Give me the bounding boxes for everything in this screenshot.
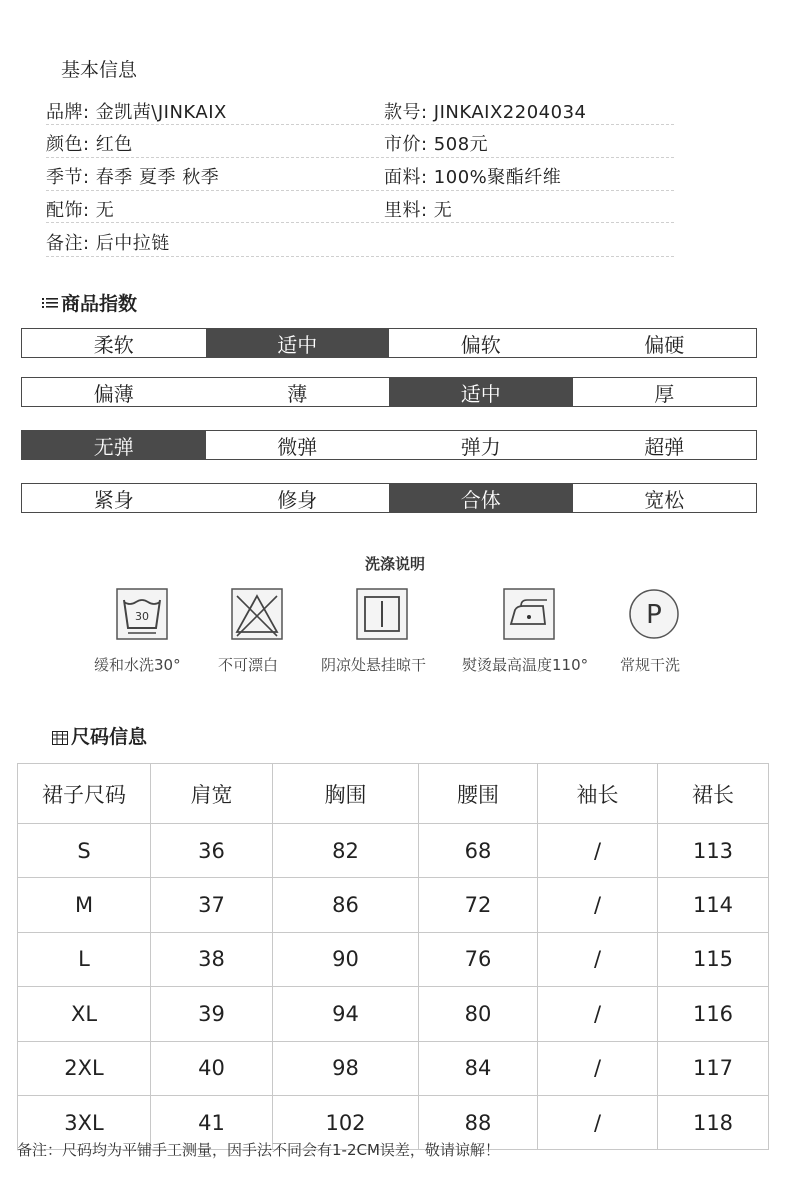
size-cell: 114 <box>658 878 769 932</box>
size-table <box>17 763 769 1150</box>
info-color: 颜色: 红色 <box>46 134 133 155</box>
wash-label-30: 缓和水洗30° <box>94 656 181 674</box>
index-cell: 偏薄 <box>93 381 134 406</box>
size-cell: 102 <box>273 1095 419 1149</box>
wash-30-icon <box>116 588 168 640</box>
index-cell: 偏软 <box>460 332 501 357</box>
size-cell: 37 <box>151 878 273 932</box>
table-row <box>18 824 769 878</box>
list-icon <box>42 296 58 310</box>
table-row <box>18 987 769 1041</box>
size-cell: 76 <box>419 932 538 986</box>
size-cell: M <box>18 878 151 932</box>
size-cell: 116 <box>658 987 769 1041</box>
size-header-cell: 胸围 <box>273 764 419 824</box>
no-bleach-icon <box>231 588 283 640</box>
divider <box>46 256 674 257</box>
size-cell: S <box>18 824 151 878</box>
size-cell: 68 <box>419 824 538 878</box>
size-cell: 2XL <box>18 1041 151 1095</box>
divider <box>46 157 674 158</box>
table-row <box>18 878 769 932</box>
size-cell: 40 <box>151 1041 273 1095</box>
index-cell: 微弹 <box>277 434 318 459</box>
size-cell: 38 <box>151 932 273 986</box>
index-cell: 宽松 <box>644 487 685 512</box>
size-cell: 115 <box>658 932 769 986</box>
size-cell: 88 <box>419 1095 538 1149</box>
table-icon <box>52 731 68 745</box>
dry-clean-letter: P <box>646 600 662 630</box>
size-cell: 90 <box>273 932 419 986</box>
size-title <box>52 722 147 749</box>
info-lining: 里料: 无 <box>384 200 453 221</box>
index-title-text: 商品指数 <box>61 293 138 315</box>
index-bar-thickness <box>21 377 757 407</box>
index-cell: 紧身 <box>93 487 134 512</box>
size-note: 备注：尺码均为平铺手工测量，因手法不同会有1-2CM误差，敬请谅解！ <box>17 1141 500 1159</box>
size-cell: / <box>538 824 658 878</box>
size-header-cell: 袖长 <box>538 764 658 824</box>
size-cell: / <box>538 1041 658 1095</box>
dry-clean-p-icon <box>628 588 680 640</box>
index-cell: 弹力 <box>460 434 501 459</box>
info-remark: 备注: 后中拉链 <box>46 233 170 254</box>
divider <box>46 190 674 191</box>
index-title <box>42 289 137 316</box>
wash-label-no-bleach: 不可漂白 <box>218 656 279 674</box>
info-brand: 品牌: 金凯茜\JINKAIX <box>46 102 227 123</box>
table-row <box>18 932 769 986</box>
divider <box>46 124 674 125</box>
size-header-cell: 腰围 <box>419 764 538 824</box>
index-cell: 柔软 <box>93 332 134 357</box>
wash-title: 洗涤说明 <box>364 555 425 573</box>
size-cell: / <box>538 987 658 1041</box>
index-cell-selected: 合体 <box>389 484 573 512</box>
size-header-cell: 裙长 <box>658 764 769 824</box>
size-cell: / <box>538 1095 658 1149</box>
size-cell: 94 <box>273 987 419 1041</box>
size-cell: 36 <box>151 824 273 878</box>
size-cell: 72 <box>419 878 538 932</box>
iron-low-icon <box>503 588 555 640</box>
size-header-cell: 裙子尺码 <box>18 764 151 824</box>
size-cell: XL <box>18 987 151 1041</box>
size-cell: 39 <box>151 987 273 1041</box>
index-cell: 厚 <box>654 381 675 406</box>
size-cell: L <box>18 932 151 986</box>
table-row <box>18 1041 769 1095</box>
size-cell: / <box>538 932 658 986</box>
size-title-text: 尺码信息 <box>71 726 148 748</box>
info-accessory: 配饰: 无 <box>46 200 115 221</box>
info-season: 季节: 春季 夏季 秋季 <box>46 167 220 188</box>
wash-label-line-dry: 阴凉处悬挂晾干 <box>321 656 427 674</box>
index-cell: 修身 <box>277 487 318 512</box>
size-cell: / <box>538 878 658 932</box>
index-bar-fit <box>21 483 757 513</box>
size-cell: 86 <box>273 878 419 932</box>
size-table-header <box>18 764 769 824</box>
divider <box>46 222 674 223</box>
size-header-cell: 肩宽 <box>151 764 273 824</box>
size-cell: 80 <box>419 987 538 1041</box>
size-cell: 118 <box>658 1095 769 1149</box>
index-cell: 偏硬 <box>644 332 685 357</box>
size-cell: 117 <box>658 1041 769 1095</box>
index-cell: 薄 <box>287 381 308 406</box>
index-bar-elasticity <box>21 430 757 460</box>
size-cell: 84 <box>419 1041 538 1095</box>
index-cell-selected: 适中 <box>206 329 390 357</box>
line-dry-shade-icon <box>356 588 408 640</box>
info-fabric: 面料: 100%聚酯纤维 <box>384 167 562 188</box>
wash-label-iron: 熨烫最高温度110° <box>462 656 589 674</box>
index-cell-selected: 无弹 <box>22 431 206 459</box>
size-cell: 113 <box>658 824 769 878</box>
index-bar-softness <box>21 328 757 358</box>
size-cell: 3XL <box>18 1095 151 1149</box>
index-cell: 超弹 <box>644 434 685 459</box>
index-cell-selected: 适中 <box>389 378 573 406</box>
wash-label-dry-clean: 常规干洗 <box>620 656 681 674</box>
size-cell: 41 <box>151 1095 273 1149</box>
info-price: 市价: 508元 <box>384 134 489 155</box>
info-style-no: 款号: JINKAIX2204034 <box>384 102 587 123</box>
wash-temp-label: 30 <box>135 610 149 623</box>
size-cell: 98 <box>273 1041 419 1095</box>
basic-info-title: 基本信息 <box>61 59 138 81</box>
size-cell: 82 <box>273 824 419 878</box>
